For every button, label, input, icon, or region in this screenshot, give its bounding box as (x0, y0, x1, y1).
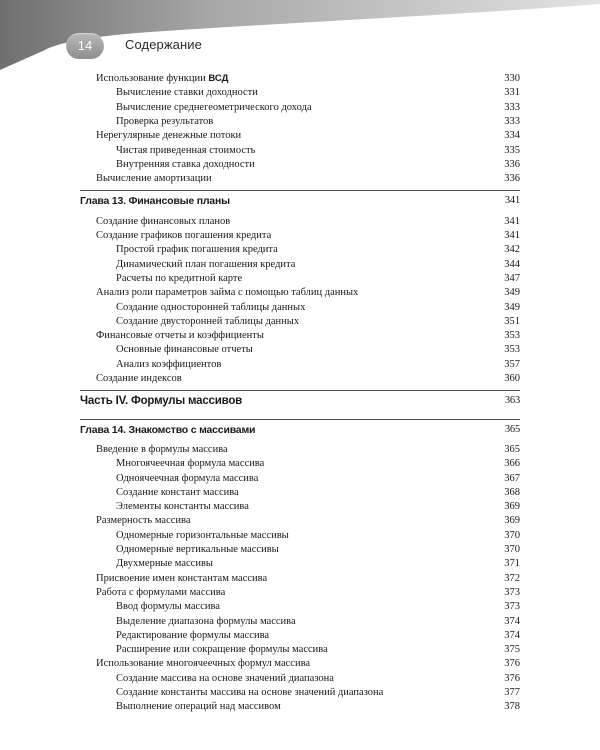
toc-entry[interactable] (80, 529, 520, 543)
toc-entry[interactable] (80, 129, 520, 143)
toc-entry-title: Одномерные вертикальные массивы (116, 544, 279, 555)
running-header-title: Содержание (125, 37, 202, 52)
toc-entry[interactable] (80, 557, 520, 571)
toc-entry-title: Вычисление среднегеометрического дохода (116, 101, 312, 113)
toc-entry-title: Создание двусторонней таблицы данных (116, 315, 300, 327)
toc-entry-title: Создание односторонней таблицы данных (116, 301, 306, 313)
toc-entry-page-number: 341 (504, 215, 520, 227)
toc-entry-title: Вычисление амортизации (96, 173, 212, 185)
toc-entry-title: Создание массива на основе значений диапазона (116, 672, 334, 684)
toc-entry[interactable] (80, 286, 520, 300)
toc-entry-page-number: 330 (504, 73, 520, 84)
toc-entry-title: Расчеты по кредитной карте (116, 272, 243, 284)
toc-entry-title: Динамический план погашения кредита (116, 258, 296, 270)
toc-entry-title: Многоячеечная формула массива (116, 458, 265, 470)
toc-entry-title: Элементы константы массива (116, 501, 249, 513)
toc-entry[interactable] (80, 172, 520, 186)
toc-entry-page-number: 353 (504, 330, 520, 342)
toc-entry-page-number: 367 (504, 472, 520, 484)
toc-entry-page-number: 344 (504, 258, 520, 270)
toc-entry-page-number: 376 (504, 658, 520, 670)
toc-entry[interactable] (80, 472, 520, 486)
toc-entry-title: Ввод формулы массива (116, 601, 220, 613)
toc-entry[interactable] (80, 514, 520, 528)
toc-entry[interactable] (80, 500, 520, 514)
toc-entry-page-number: 335 (504, 144, 520, 156)
toc-entry-title: Создание финансовых планов (96, 215, 231, 227)
toc-entry[interactable] (80, 586, 520, 600)
toc-entry-page-number: 363 (504, 395, 520, 407)
toc-entry[interactable] (80, 657, 520, 671)
toc-entry-title: Нерегулярные денежные потоки (96, 130, 242, 142)
toc-entry-page-number: 333 (504, 101, 520, 113)
toc-entry[interactable] (80, 543, 520, 557)
toc-entry-page-number: 333 (504, 115, 520, 127)
toc-part-heading[interactable] (80, 394, 520, 408)
toc-entry-title: Работа с формулами массива (96, 586, 226, 598)
toc-entry-title: Размерность массива (96, 515, 191, 527)
toc-entry-title: Присвоение имен константам массива (96, 572, 268, 584)
toc-entry-page-number: 369 (504, 501, 520, 513)
toc-entry-page-number: 365 (504, 443, 520, 455)
toc-entry[interactable] (80, 372, 520, 386)
toc-entry-page-number: 341 (504, 230, 520, 241)
toc-entry-page-number: 377 (504, 687, 520, 698)
toc-entry-title: Основные финансовые отчеты (116, 344, 253, 356)
toc-entry-page-number: 341 (504, 195, 520, 207)
toc-entry[interactable] (80, 301, 520, 315)
toc-entry-page-number: 342 (504, 244, 520, 256)
toc-entry-title-bold-text: ВСД (208, 73, 229, 84)
toc-entry-title: Анализ коэффициентов (116, 358, 222, 370)
toc-entry-title: Глава 13. Финансовые планы (80, 195, 230, 208)
toc-chapter-heading[interactable] (80, 194, 520, 208)
toc-entry-title: Использование многоячеечных формул массива (96, 658, 311, 670)
toc-entry-title: Выполнение операций над массивом (116, 701, 281, 713)
toc-entry-page-number: 368 (504, 486, 520, 498)
toc-entry[interactable] (80, 686, 520, 700)
toc-entry[interactable] (80, 600, 520, 614)
section-divider (80, 390, 520, 391)
toc-entry-title: Глава 14. Знакомство с массивами (80, 423, 256, 436)
toc-entry-title: Одномерные горизонтальные массивы (116, 529, 289, 541)
toc-entry[interactable] (80, 144, 520, 158)
toc-entry-title: Создание константы массива на основе значений диапазона (116, 687, 384, 698)
toc-entry-page-number: 373 (504, 586, 520, 598)
toc-entry-page-number: 349 (504, 287, 520, 299)
toc-entry[interactable] (80, 229, 520, 243)
toc-entry-page-number: 373 (504, 601, 520, 613)
toc-entry-title: Введение в формулы массива (96, 443, 228, 455)
toc-entry-title: Одноячеечная формула массива (116, 472, 259, 484)
toc-entry-title: Двухмерные массивы (116, 558, 213, 570)
toc-entry[interactable] (80, 258, 520, 272)
toc-entry-page-number: 336 (504, 173, 520, 185)
toc-entry-title: Вычисление ставки доходности (116, 87, 258, 99)
toc-entry-page-number: 369 (504, 515, 520, 527)
toc-entry[interactable] (80, 86, 520, 100)
toc-entry-page-number: 351 (504, 315, 520, 327)
toc-entry[interactable] (80, 243, 520, 257)
toc-entry-page-number: 378 (504, 701, 520, 713)
toc-entry-page-number: 370 (504, 544, 520, 555)
toc-entry-title: Создание констант массива (116, 486, 239, 498)
toc-entry-page-number: 374 (504, 629, 520, 641)
table-of-contents (80, 72, 520, 742)
toc-chapter-heading[interactable] (80, 423, 520, 437)
toc-entry[interactable] (80, 615, 520, 629)
toc-entry-title: Внутренняя ставка доходности (116, 158, 255, 170)
toc-entry-title: Финансовые отчеты и коэффициенты (96, 330, 264, 342)
toc-entry[interactable] (80, 215, 520, 229)
toc-entry-title-text: Использование функции (96, 73, 209, 84)
toc-entry-page-number: 347 (504, 272, 520, 284)
toc-entry-page-number: 375 (504, 644, 520, 656)
toc-entry-page-number: 353 (504, 344, 520, 356)
toc-entry[interactable] (80, 700, 520, 714)
toc-entry[interactable] (80, 158, 520, 172)
toc-entry[interactable] (80, 115, 520, 129)
section-divider (80, 419, 520, 420)
toc-entry[interactable] (80, 343, 520, 357)
toc-entry-title: Анализ роли параметров займа с помощью таблиц данных (96, 287, 359, 299)
toc-entry-title (96, 72, 228, 86)
toc-entry-title: Чистая приведенная стоимость (116, 144, 256, 156)
toc-entry-title: Простой график погашения кредита (116, 244, 278, 256)
toc-entry-title: Выделение диапазона формулы массива (116, 615, 296, 627)
toc-entry[interactable] (80, 72, 520, 86)
toc-entry-page-number: 376 (504, 672, 520, 684)
toc-entry[interactable] (80, 358, 520, 372)
section-divider (80, 190, 520, 191)
toc-entry-page-number: 366 (504, 458, 520, 470)
toc-entry[interactable] (80, 329, 520, 343)
page-header-band (0, 0, 600, 70)
toc-entry[interactable] (80, 643, 520, 657)
toc-entry-page-number: 357 (504, 358, 520, 370)
toc-entry-title: Редактирование формулы массива (116, 629, 270, 641)
toc-entry-page-number: 371 (504, 558, 520, 570)
toc-entry-title: Расширение или сокращение формулы массива (116, 644, 328, 656)
toc-entry-page-number: 360 (504, 373, 520, 384)
toc-entry-title: Проверка результатов (116, 115, 214, 127)
toc-entry-title: Создание индексов (96, 373, 182, 384)
toc-entry[interactable] (80, 672, 520, 686)
toc-entry[interactable] (80, 629, 520, 643)
page-number-badge: 14 (66, 33, 104, 59)
toc-entry-title: Часть IV. Формулы массивов (80, 395, 243, 408)
toc-entry-page-number: 349 (504, 301, 520, 313)
toc-entry[interactable] (80, 101, 520, 115)
toc-entry[interactable] (80, 443, 520, 457)
toc-entry[interactable] (80, 572, 520, 586)
toc-entry-page-number: 336 (504, 158, 520, 170)
toc-entry-page-number: 334 (504, 130, 520, 142)
toc-entry[interactable] (80, 272, 520, 286)
toc-entry-page-number: 365 (504, 423, 520, 435)
toc-entry-page-number: 370 (504, 529, 520, 541)
toc-entry[interactable] (80, 457, 520, 471)
toc-entry-title: Создание графиков погашения кредита (96, 230, 272, 241)
toc-entry-page-number: 372 (504, 572, 520, 584)
toc-entry-page-number: 374 (504, 615, 520, 627)
toc-entry[interactable] (80, 486, 520, 500)
toc-entry-page-number: 331 (504, 87, 520, 99)
toc-entry[interactable] (80, 315, 520, 329)
